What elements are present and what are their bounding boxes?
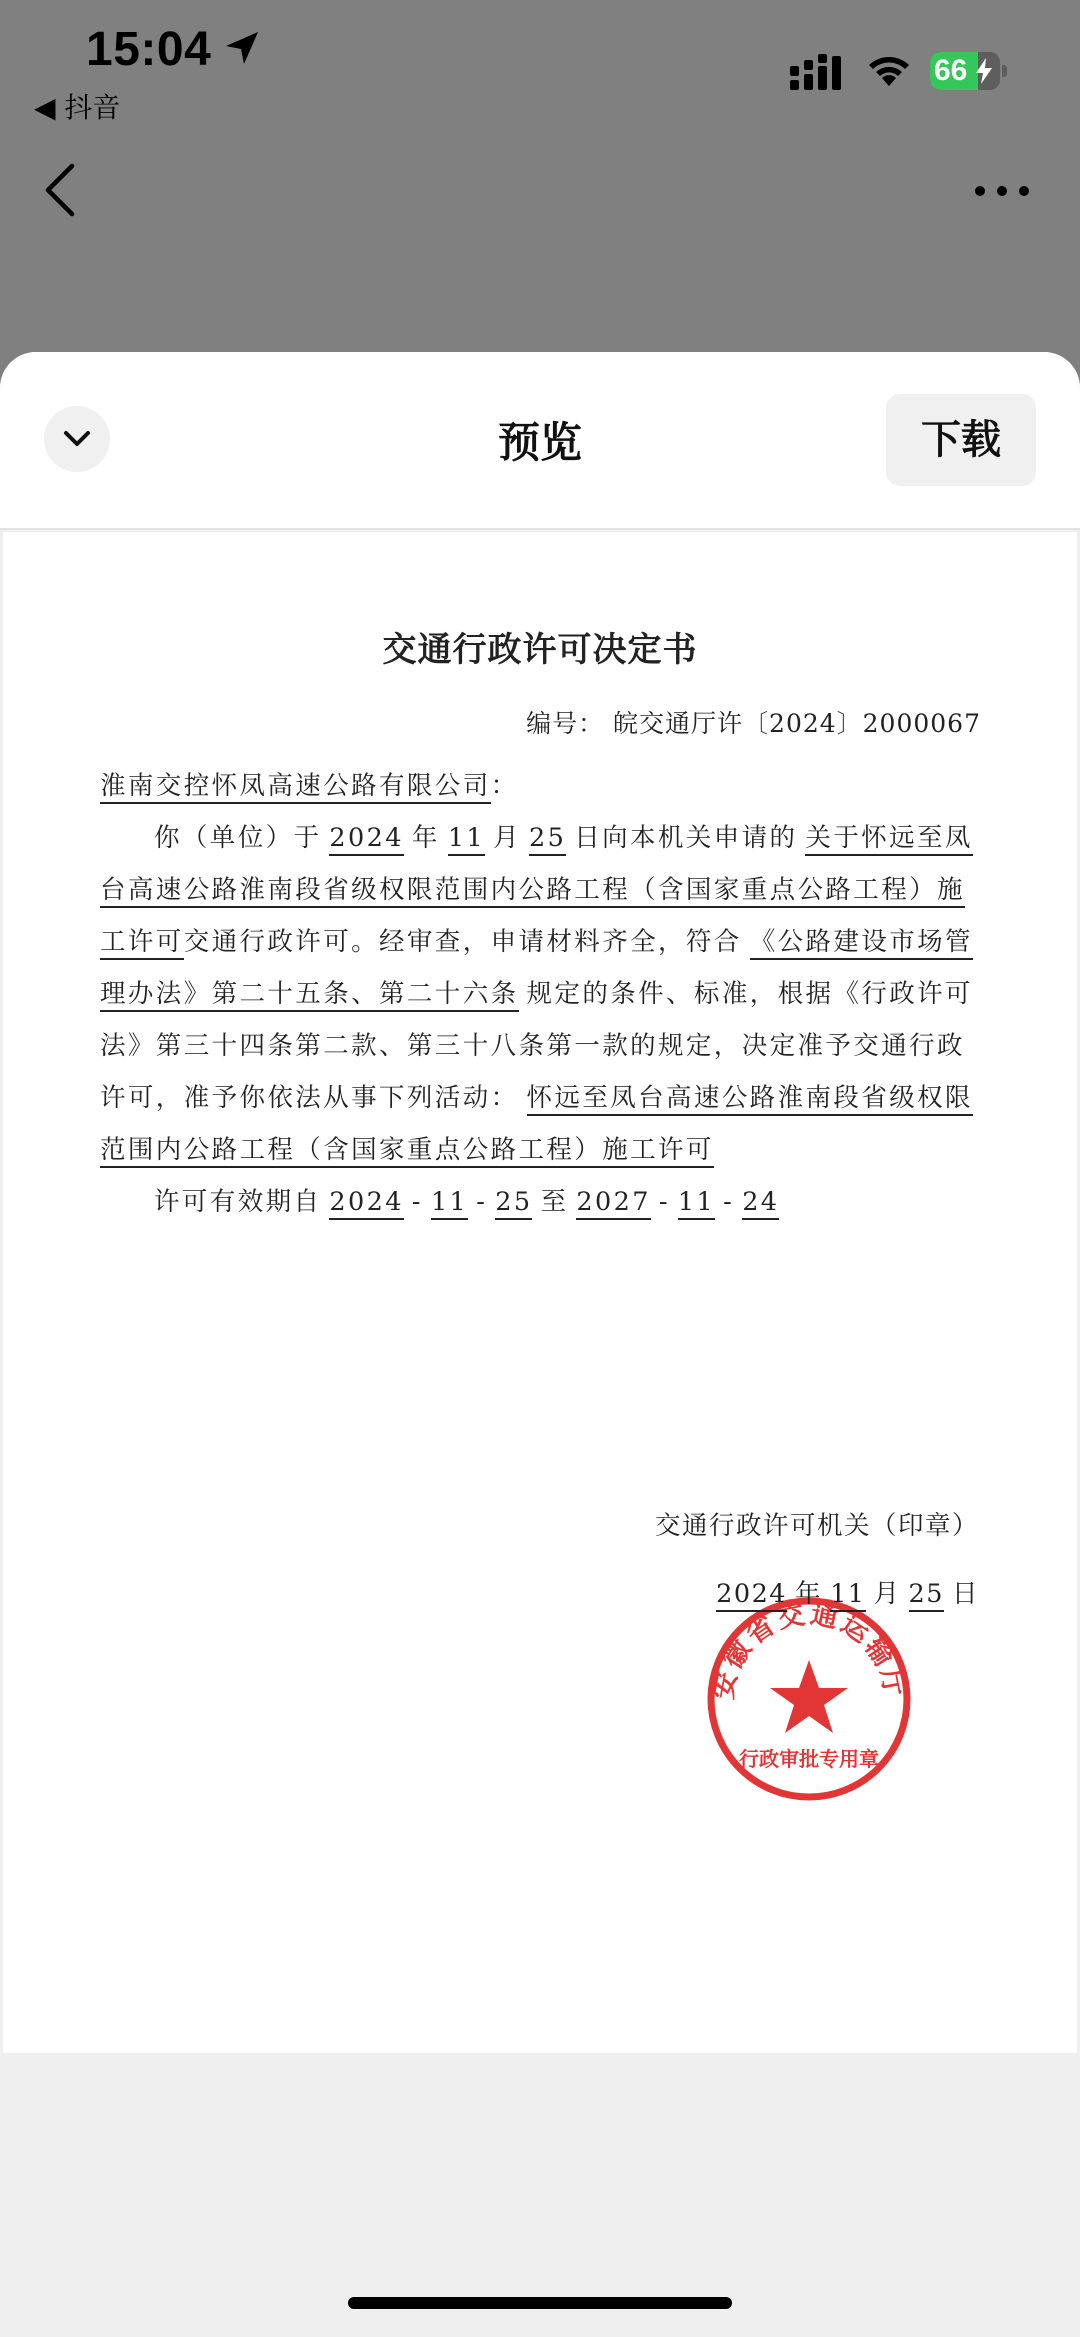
regulation-reference: 《公路建设市场管理办法》第二十五条、第二十六条 — [100, 927, 973, 1012]
battery-cap — [1002, 65, 1007, 77]
home-indicator[interactable] — [348, 2297, 732, 2309]
charging-bolt-icon — [974, 58, 994, 84]
document-page — [3, 532, 1077, 2053]
decision-mid: 日向本机关申请的 — [574, 823, 798, 853]
valid-from-month: 11 — [431, 1187, 468, 1220]
battery-indicator — [930, 52, 1006, 90]
issuing-authority: 交通行政许可机关（印章） — [654, 1511, 979, 1541]
valid-from-year: 2024 — [329, 1187, 404, 1220]
recipient-name: 淮南交控怀凤高速公路有限公司 — [100, 771, 491, 804]
day-char: 日 — [951, 1579, 979, 1609]
valid-to-month: 11 — [678, 1187, 715, 1220]
month-char: 月 — [493, 823, 521, 853]
issue-day: 25 — [909, 1579, 944, 1612]
issue-year: 2024 — [716, 1579, 787, 1612]
download-button[interactable]: 下载 — [886, 394, 1036, 486]
decision-prefix: 你（单位）于 — [154, 823, 322, 853]
back-to-app-link[interactable]: ◀ 抖音 — [34, 91, 121, 124]
date-separator: - — [723, 1187, 735, 1217]
year-char: 年 — [795, 1579, 823, 1609]
decision-paragraph — [100, 812, 982, 1176]
document-number-label: 编号： — [526, 709, 605, 738]
document-body — [100, 760, 982, 1228]
year-char: 年 — [411, 823, 440, 853]
status-bar — [0, 0, 1080, 140]
more-options-icon[interactable] — [972, 176, 1032, 206]
battery-level: 66 — [934, 54, 968, 87]
document-number-value: 皖交通厅许〔2024〕2000067 — [613, 709, 981, 738]
apply-month: 11 — [448, 823, 485, 856]
official-seal — [700, 1590, 918, 1808]
apply-day: 25 — [529, 823, 566, 856]
validity-prefix: 许可有效期自 — [154, 1187, 322, 1217]
preview-sheet — [0, 352, 1080, 2337]
date-separator: - — [476, 1187, 488, 1217]
month-char: 月 — [873, 1579, 901, 1609]
cellular-signal-icon — [790, 52, 846, 92]
document-title: 交通行政许可决定书 — [382, 630, 698, 670]
permitted-activity: 怀远至凤台高速公路淮南段省级权限范围内公路工程（含国家重点公路工程）施工许可 — [100, 1083, 973, 1168]
decision-mid2: 交通行政许可。经审查，申请材料齐全，符合 — [183, 927, 742, 957]
valid-to-day: 24 — [742, 1187, 779, 1220]
sheet-header — [0, 352, 1080, 530]
apply-year: 2024 — [329, 823, 404, 856]
valid-from-day: 25 — [495, 1187, 532, 1220]
sheet-title: 预览 — [497, 418, 582, 467]
wifi-icon — [866, 50, 912, 88]
date-separator: - — [411, 1187, 423, 1217]
document-number — [526, 704, 981, 740]
recipient-line — [100, 760, 982, 812]
to-char: 至 — [540, 1187, 569, 1217]
recipient-suffix: ： — [490, 771, 519, 801]
issue-month: 11 — [830, 1579, 865, 1612]
status-time: 15:04 — [86, 23, 212, 76]
valid-to-year: 2027 — [576, 1187, 651, 1220]
seal-text: 安徽省交通运输厅 — [707, 1598, 911, 1702]
location-arrow-icon — [222, 28, 262, 68]
application-item: 关于怀远至凤台高速公路淮南段省级权限范围内公路工程（含国家重点公路工程）施工许可 — [100, 823, 973, 960]
decision-mid3: 规定的条件、标准，根据《行政许可法》第三十四条第二款、第三十八条第一款的规定，决定准予交通行政许可，准予你依法从事下列活动： — [100, 979, 973, 1113]
issue-date — [716, 1574, 979, 1610]
date-separator: - — [658, 1187, 670, 1217]
back-chevron-icon[interactable] — [36, 160, 86, 220]
seal-subtext: 行政审批专用章 — [739, 1747, 879, 1771]
validity-line — [100, 1176, 982, 1228]
